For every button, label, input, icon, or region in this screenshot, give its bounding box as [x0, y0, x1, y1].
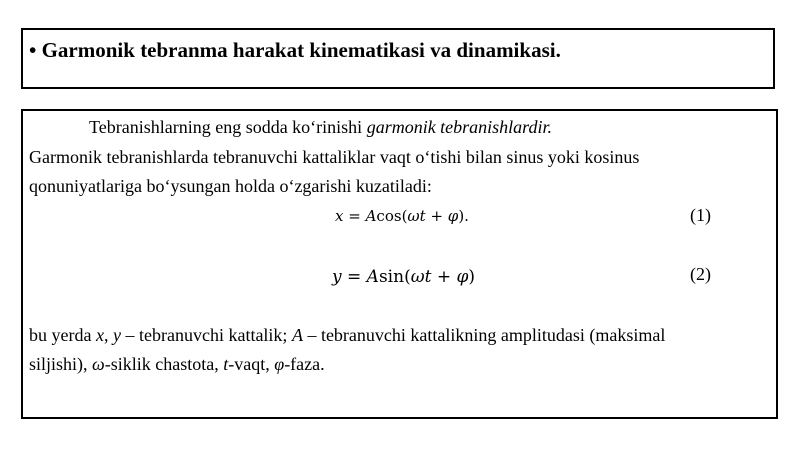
- formula-y-sin: y = Asin(ωt + φ): [332, 267, 476, 287]
- explanation-line-2: siljishi), ω-siklik chastota, t-vaqt, φ-faza.: [29, 354, 325, 374]
- explanation-line-1: bu yerda x, y – tebranuvchi kattalik; A – tebranuvchi kattalikning amplitudasi (maksimal: [29, 325, 666, 345]
- body-line-1: Garmonik tebranishlarda tebranuvchi kattaliklar vaqt o‘tishi bilan sinus yoki kosinus: [29, 147, 640, 167]
- intro-italic: garmonik tebranishlardir.: [366, 117, 553, 137]
- slide-title: • Garmonik tebranma harakat kinematikasi va dinamikasi.: [29, 38, 561, 62]
- title-box: [21, 28, 775, 89]
- equation-number-1: (1): [690, 205, 711, 225]
- content-box: [21, 109, 778, 419]
- intro-line: [89, 116, 552, 138]
- equation-number-2: (2): [690, 264, 711, 284]
- intro-text: Tebranishlarning eng sodda ko‘rinishi: [89, 117, 367, 137]
- formula-x-cos: x = Acos(ωt + φ).: [335, 207, 469, 225]
- body-line-2: qonuniyatlariga bo‘ysungan holda o‘zgarishi kuzatiladi:: [29, 176, 432, 196]
